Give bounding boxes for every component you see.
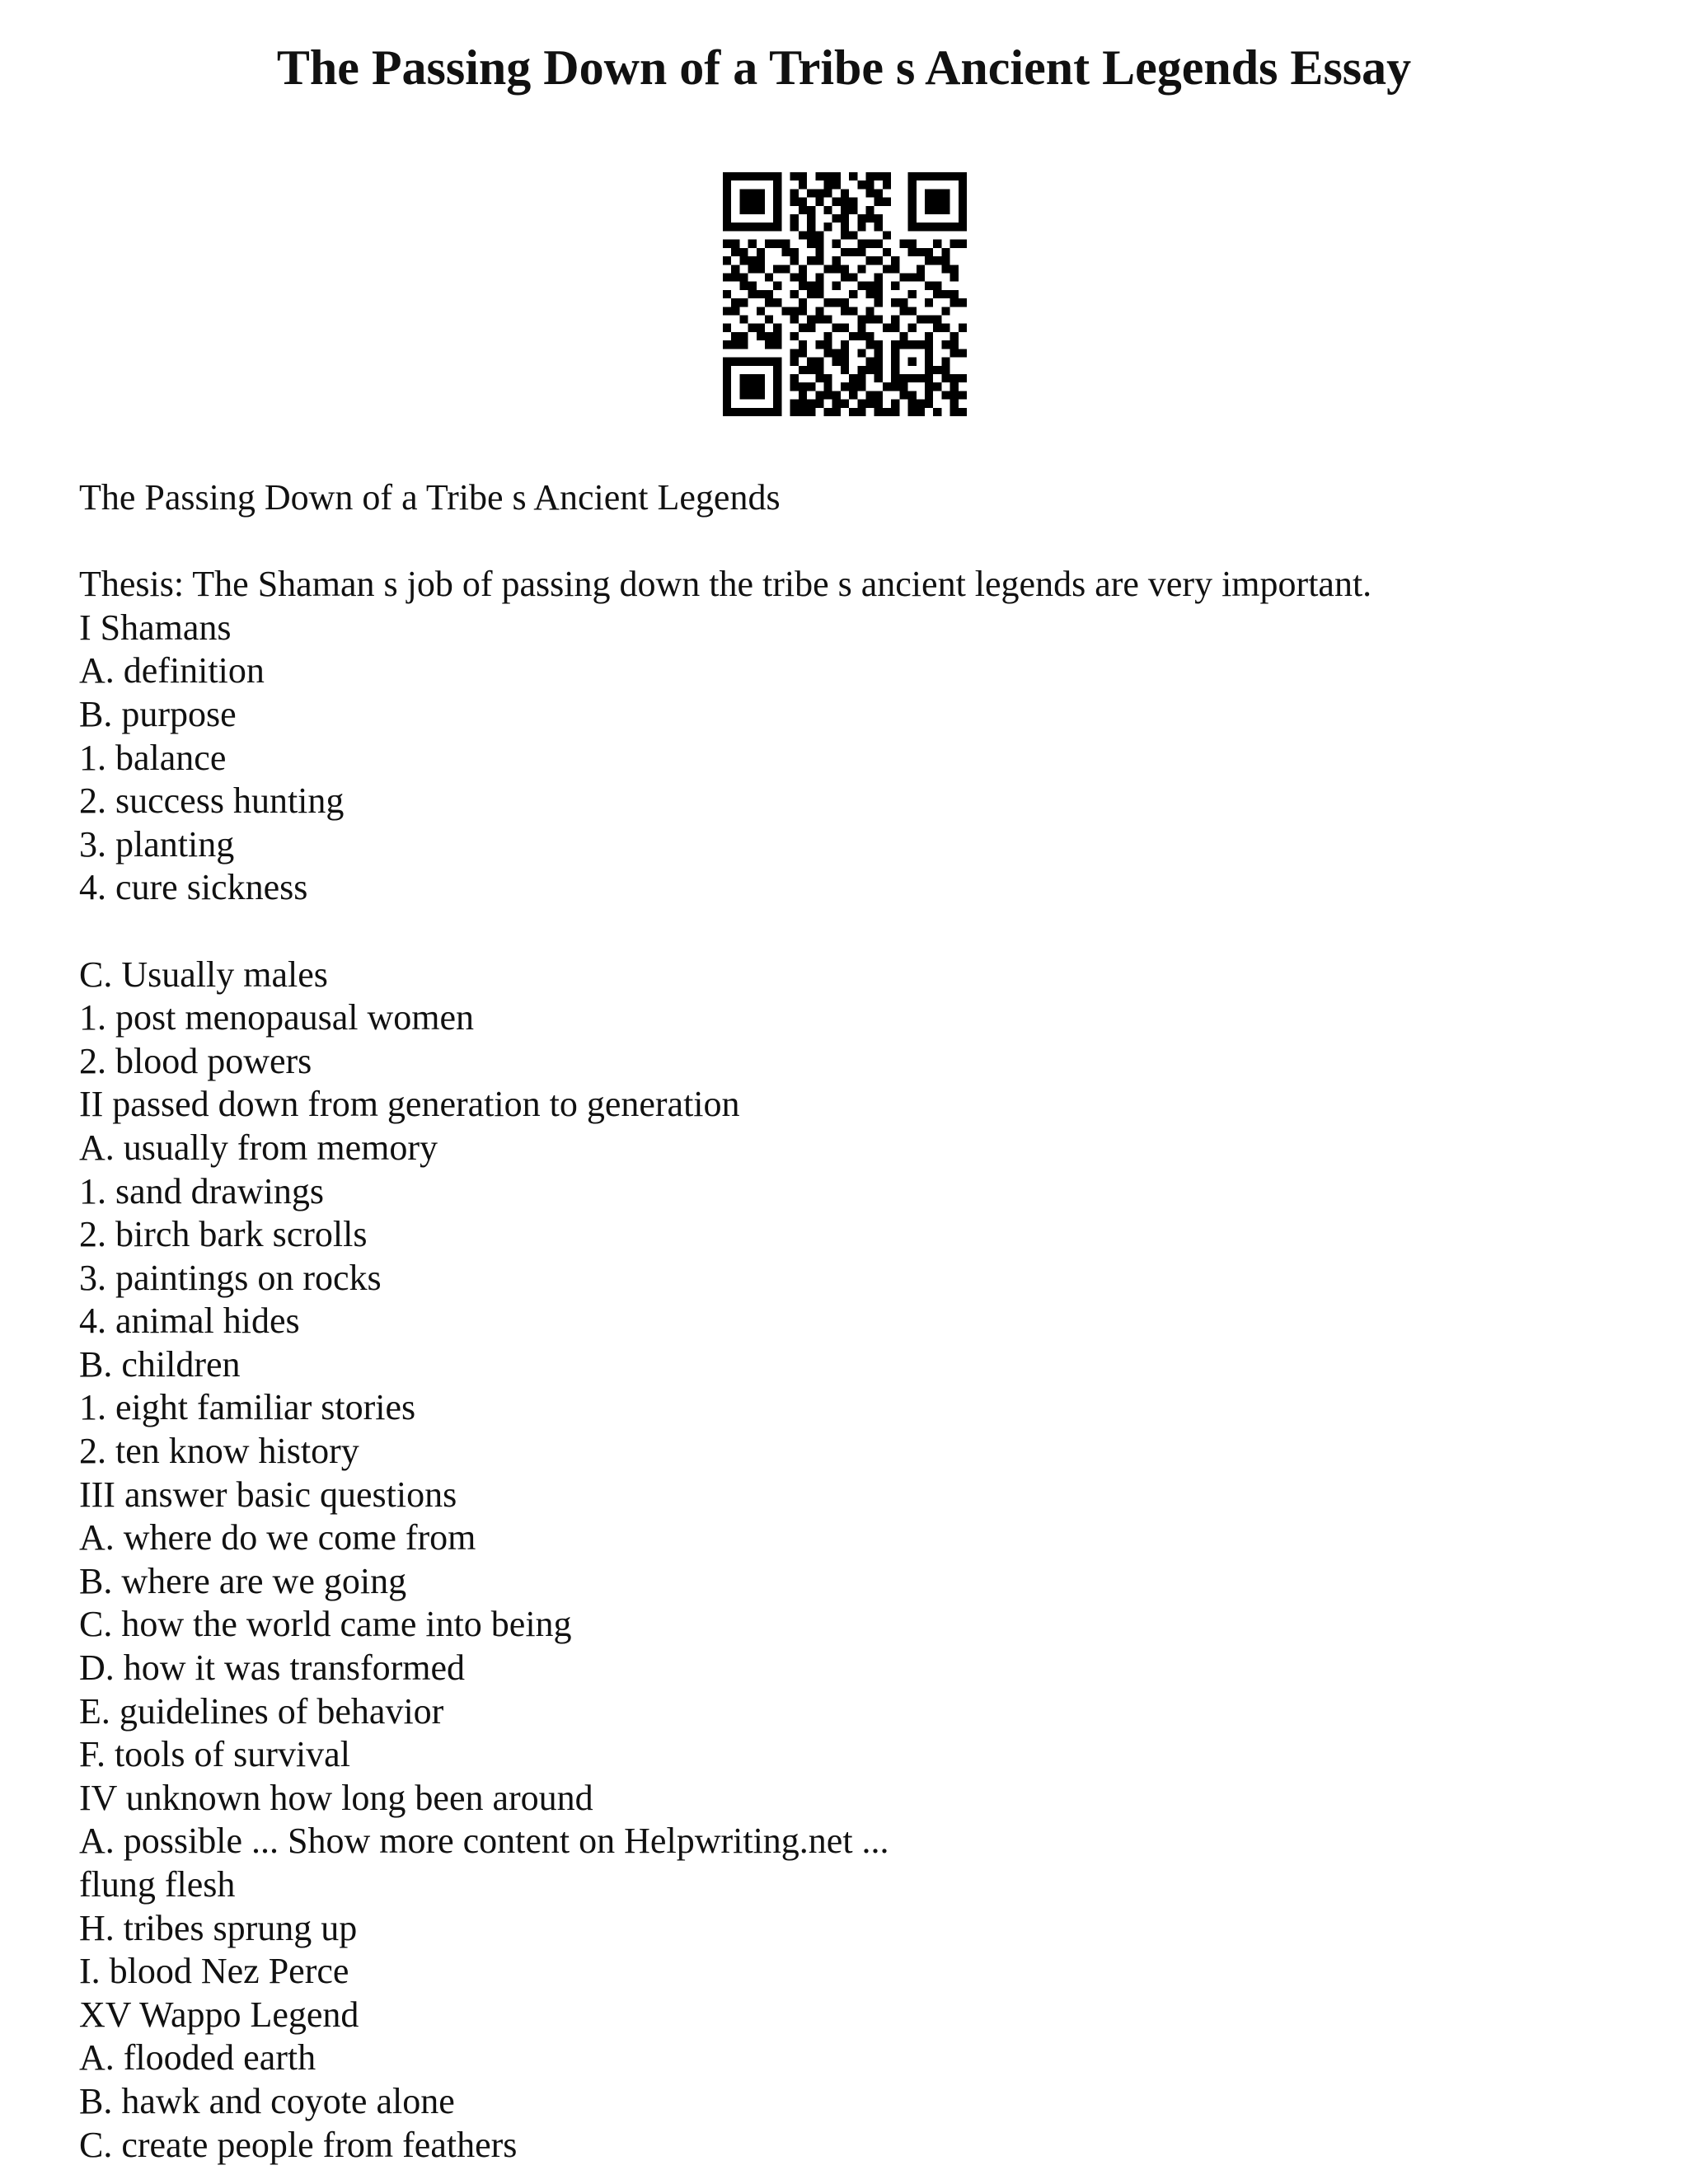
outline-line: I. blood Nez Perce	[79, 1951, 349, 1992]
outline-line: 2. blood powers	[79, 1040, 312, 1081]
outline-line: D. how it was transformed	[79, 1647, 466, 1689]
essay-heading: The Passing Down of a Tribe s Ancient Legends	[79, 477, 781, 518]
qr-code-graphic	[723, 172, 967, 416]
outline-line: B. where are we going	[79, 1560, 407, 1601]
outline-line: 3. planting	[79, 823, 235, 865]
outline-line: 2. ten know history	[79, 1431, 359, 1472]
outline-line: A. usually from memory	[79, 1127, 438, 1168]
outline-line: III answer basic questions	[79, 1474, 457, 1515]
outline-line: C. Usually males	[79, 954, 328, 995]
outline-line: A. possible ... Show more content on Helpwriting.net ...	[79, 1821, 889, 1862]
outline-line: A. flooded earth	[79, 2037, 316, 2079]
outline-line: 1. balance	[79, 737, 227, 778]
outline-line: C. create people from feathers	[79, 2124, 518, 2165]
outline-line: 2. birch bark scrolls	[79, 1214, 368, 1255]
outline-line: 1. post menopausal women	[79, 997, 475, 1038]
spacer	[79, 520, 1612, 564]
outline-line: 4. animal hides	[79, 1301, 300, 1342]
qr-code-icon	[723, 172, 967, 416]
page-title: The Passing Down of a Tribe s Ancient Legends Essay	[276, 40, 1412, 95]
essay-body	[79, 476, 1612, 2167]
outline-line: II passed down from generation to generation	[79, 1084, 740, 1125]
outline-line: XV Wappo Legend	[79, 1994, 359, 2035]
outline-line: E. guidelines of behavior	[79, 1690, 444, 1732]
outline-list	[79, 563, 1612, 2167]
outline-line: 1. sand drawings	[79, 1170, 324, 1212]
outline-line: B. purpose	[79, 693, 237, 734]
outline-line: A. definition	[79, 650, 265, 691]
outline-line: 4. cure sickness	[79, 867, 308, 908]
outline-line: 1. eight familiar stories	[79, 1387, 416, 1428]
outline-line: H. tribes sprung up	[79, 1907, 358, 1948]
outline-line: 2. success hunting	[79, 780, 345, 822]
outline-line: Thesis: The Shaman s job of passing down the tribe s ancient legends are very important.	[79, 564, 1372, 605]
outline-line: B. hawk and coyote alone	[79, 2080, 455, 2121]
outline-line: IV unknown how long been around	[79, 1777, 593, 1818]
spacer	[79, 910, 1612, 954]
outline-line: flung flesh	[79, 1864, 236, 1905]
outline-line: A. where do we come from	[79, 1517, 476, 1558]
outline-line: C. how the world came into being	[79, 1604, 572, 1645]
outline-line: F. tools of survival	[79, 1734, 350, 1775]
outline-line: I Shamans	[79, 607, 232, 648]
outline-line: B. children	[79, 1343, 241, 1385]
outline-line: 3. paintings on rocks	[79, 1257, 382, 1298]
